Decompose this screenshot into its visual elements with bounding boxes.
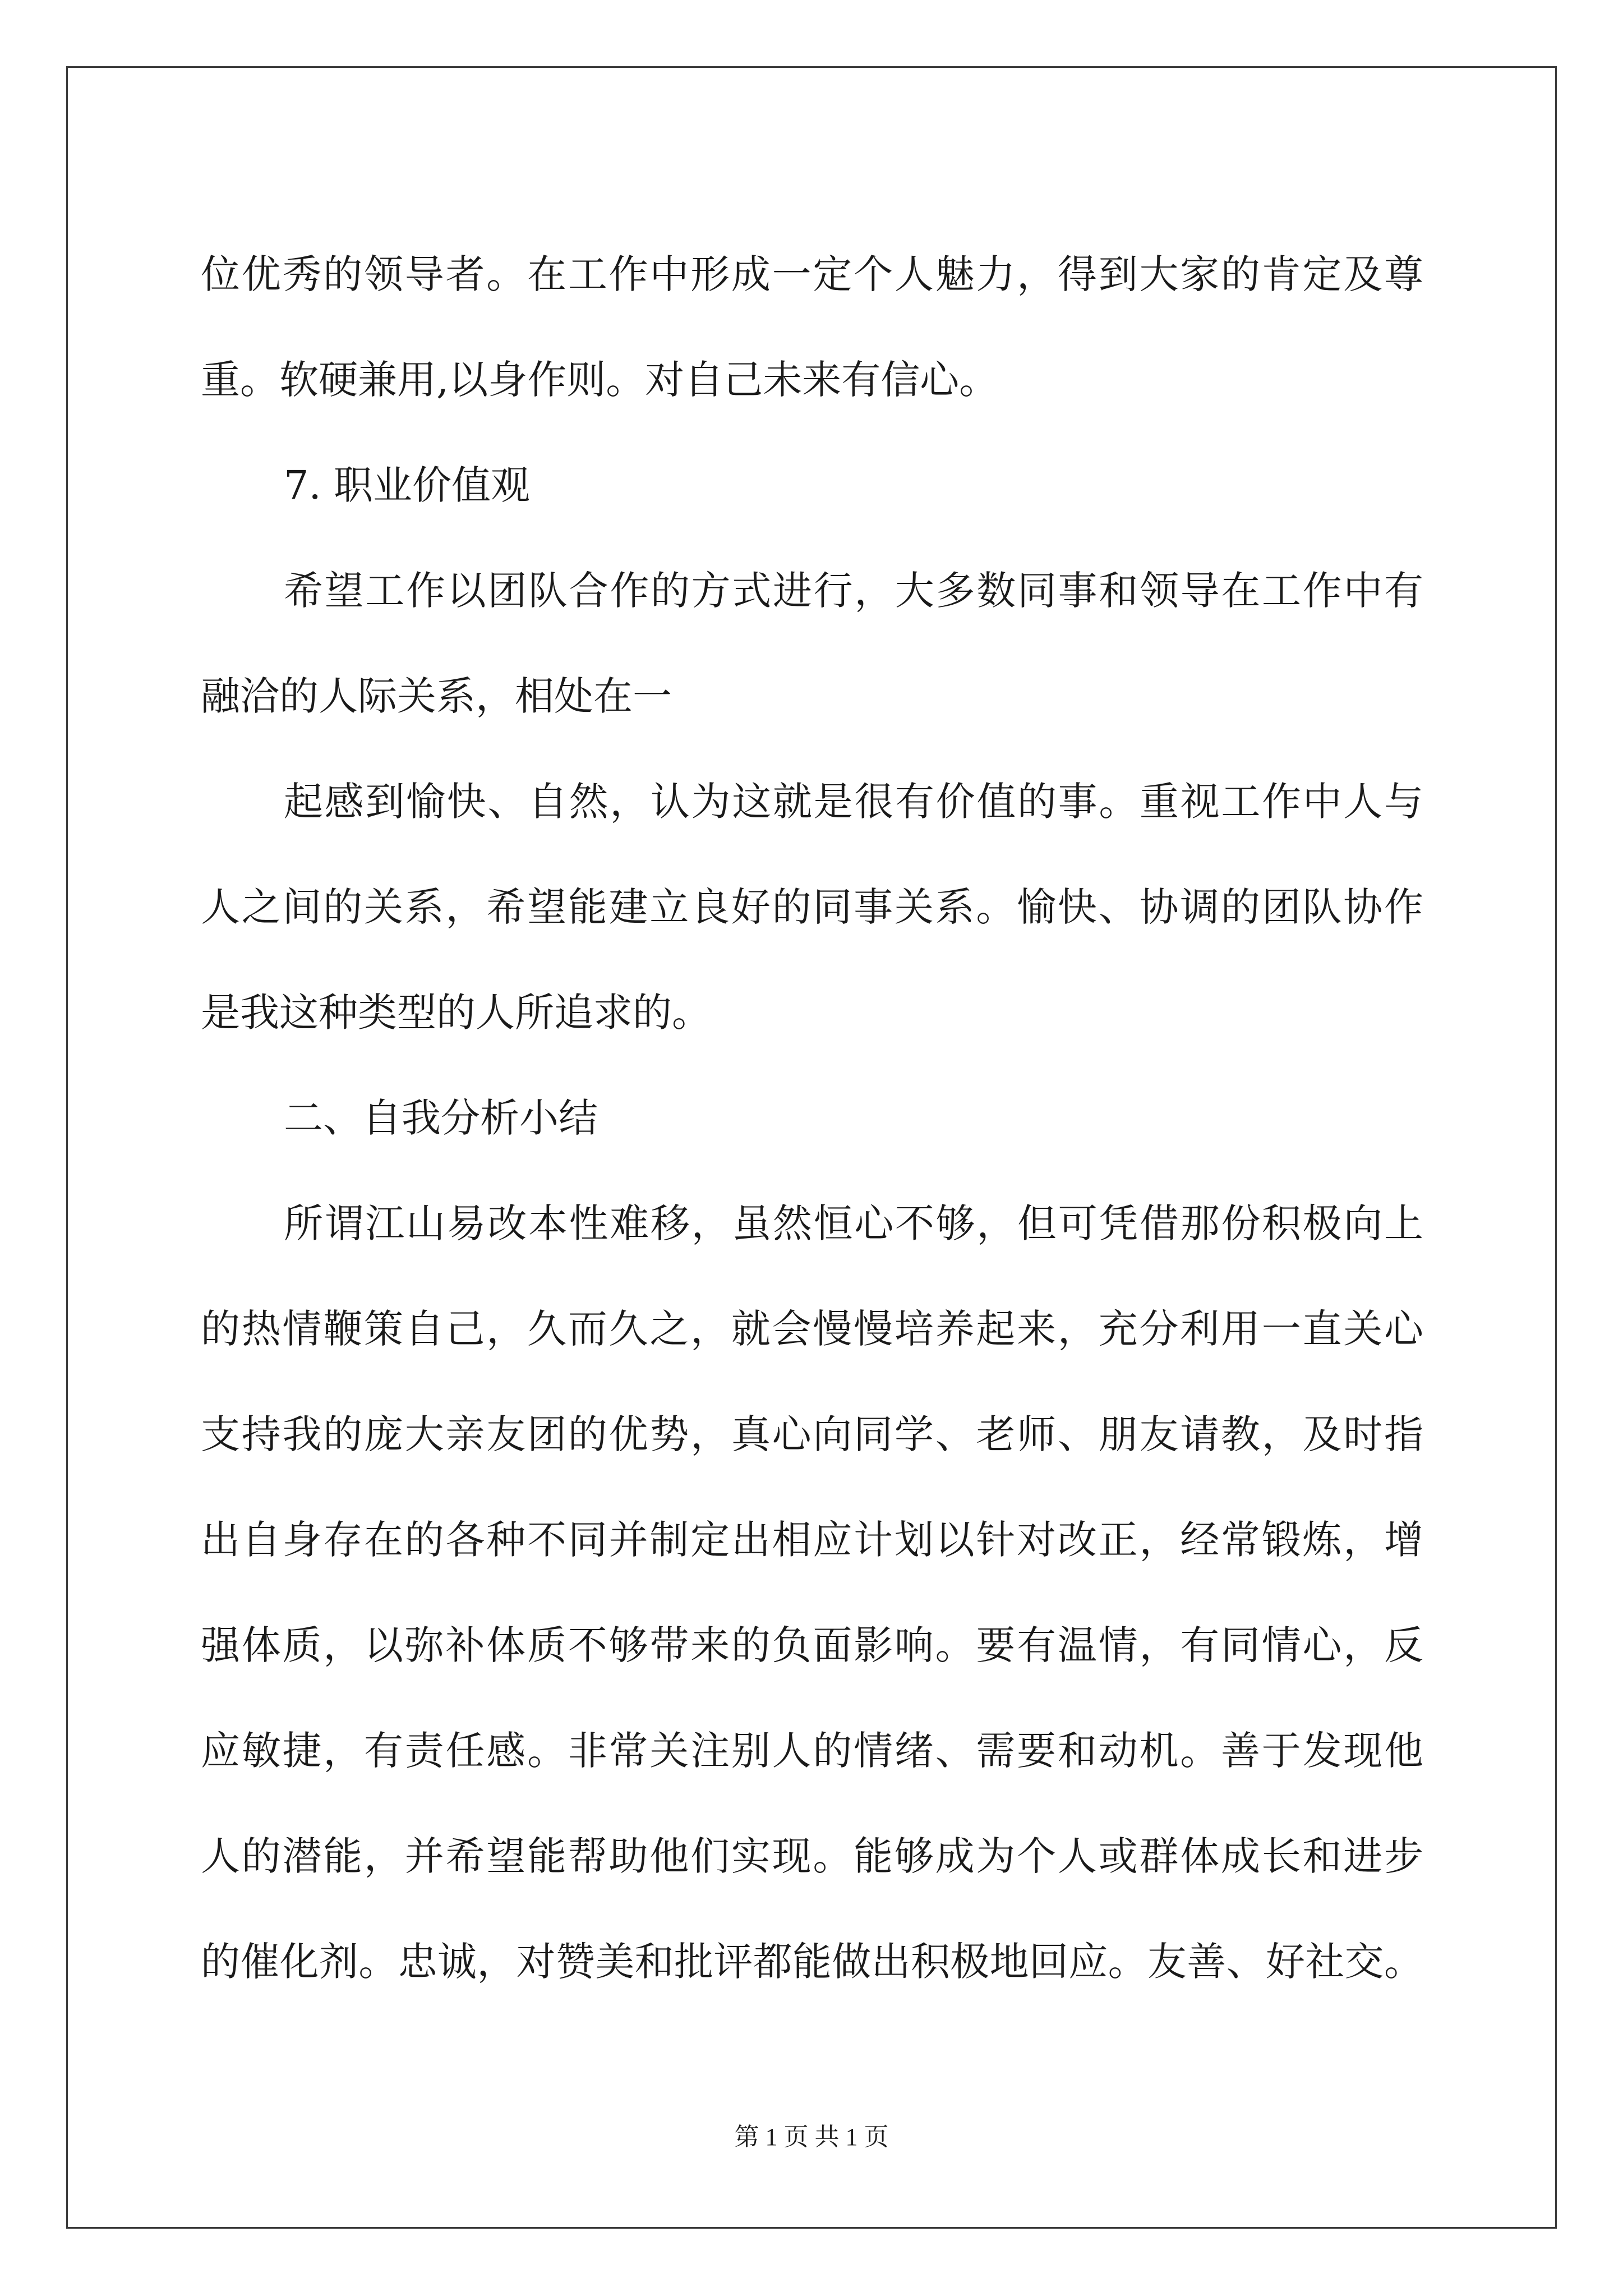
page-number-footer: 第 1 页 共 1 页 — [734, 2123, 889, 2151]
text-line: 是我这种类型的人所追求的。 — [201, 990, 711, 1036]
text-line: 支持我的庞大亲友团的优势，真心向同学、老师、朋友请教，及时指 — [201, 1411, 1423, 1457]
text-line: 出自身存在的各种不同并制定出相应计划以针对改正，经常锻炼，增 — [201, 1517, 1423, 1563]
section-heading: 7. 职业价值观 — [284, 462, 531, 508]
text-line: 人的潜能，并希望能帮助他们实现。能够成为个人或群体成长和进步 — [201, 1833, 1423, 1879]
text-line: 重。软硬兼用,以身作则。对自己未来有信心。 — [201, 357, 999, 403]
text-line: 融洽的人际关系，相处在一 — [201, 673, 672, 719]
section-heading: 二、自我分析小结 — [284, 1095, 598, 1141]
text-line: 强体质，以弥补体质不够带来的负面影响。要有温情，有同情心，反 — [201, 1622, 1423, 1668]
text-line: 的催化剂。忠诚，对赞美和批评都能做出积极地回应。友善、好社交。 — [201, 1939, 1423, 1985]
paragraph-first-line: 希望工作以团队合作的方式进行，大多数同事和领导在工作中有 — [284, 568, 1423, 614]
text-line: 的热情鞭策自己，久而久之，就会慢慢培养起来，充分利用一直关心 — [201, 1306, 1423, 1352]
text-line: 人之间的关系，希望能建立良好的同事关系。愉快、协调的团队协作 — [201, 884, 1423, 930]
document-body — [201, 222, 1423, 2014]
paragraph-first-line: 所谓江山易改本性难移，虽然恒心不够，但可凭借那份积极向上 — [284, 1200, 1423, 1246]
text-line: 位优秀的领导者。在工作中形成一定个人魅力，得到大家的肯定及尊 — [201, 251, 1423, 297]
text-line: 应敏捷，有责任感。非常关注别人的情绪、需要和动机。善于发现他 — [201, 1728, 1423, 1774]
paragraph-first-line: 起感到愉快、自然，认为这就是很有价值的事。重视工作中人与 — [284, 779, 1423, 825]
